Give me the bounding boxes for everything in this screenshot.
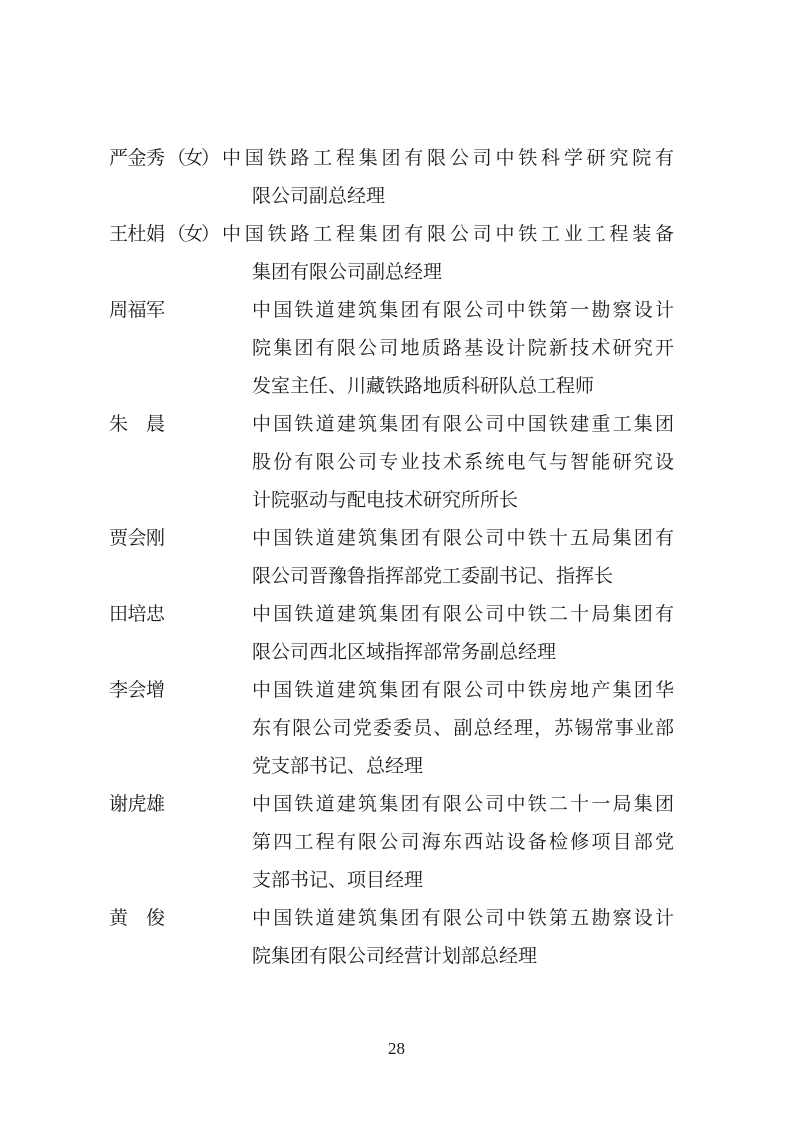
person-name: 贾会刚 <box>109 528 165 549</box>
title-line: 发室主任、川藏铁路地质科研队总工程师 <box>252 376 595 397</box>
title-line: 院集团有限公司经营计划部总经理 <box>252 946 538 967</box>
title-line: 股份有限公司专业技术系统电气与智能研究设 <box>252 452 674 473</box>
title-line: 中国铁道建筑集团有限公司中铁第五勘察设计 <box>252 908 674 929</box>
title-line: 限公司副总经理 <box>252 186 386 207</box>
title-line: 中国铁道建筑集团有限公司中铁二十局集团有 <box>252 604 674 625</box>
title-text <box>252 786 674 900</box>
person-name: 朱 晨 <box>109 414 165 435</box>
honoree-list <box>0 140 793 976</box>
list-entry <box>0 216 793 292</box>
list-entry <box>0 900 793 976</box>
title-text <box>252 900 674 976</box>
list-entry <box>0 406 793 520</box>
title-line: 限公司晋豫鲁指挥部党工委副书记、指挥长 <box>252 566 614 587</box>
title-line: 中国铁道建筑集团有限公司中铁房地产集团华 <box>252 680 674 701</box>
title-text <box>222 140 674 216</box>
title-line: 中国铁道建筑集团有限公司中国铁建重工集团 <box>252 414 674 435</box>
list-entry <box>0 596 793 672</box>
person-name: 王杜娟 <box>109 224 165 245</box>
list-entry <box>0 140 793 216</box>
page-number: 28 <box>388 1039 405 1058</box>
title-line: 东有限公司党委委员、副总经理，苏锡常事业部 <box>252 718 674 739</box>
title-line: 党支部书记、总经理 <box>252 756 424 777</box>
title-line: 限公司西北区域指挥部常务副总经理 <box>252 642 557 663</box>
person-name: 谢虎雄 <box>109 794 165 815</box>
person-name: 黄 俊 <box>109 908 165 929</box>
person-name: 严金秀 <box>109 148 165 169</box>
person-name: 李会增 <box>109 680 165 701</box>
gender-note: （女） <box>167 148 219 169</box>
gender-note: （女） <box>167 224 219 245</box>
title-line: 计院驱动与配电技术研究所所长 <box>252 490 519 511</box>
person-name: 田培忠 <box>109 604 165 625</box>
title-line: 中国铁路工程集团有限公司中铁工业工程装备 <box>222 224 674 245</box>
list-entry <box>0 292 793 406</box>
title-line: 中国铁道建筑集团有限公司中铁二十一局集团 <box>252 794 674 815</box>
title-text <box>252 672 674 786</box>
title-text <box>252 292 674 406</box>
title-line: 中国铁路工程集团有限公司中铁科学研究院有 <box>222 148 674 169</box>
title-text <box>252 596 674 672</box>
title-text <box>252 520 674 596</box>
title-text <box>222 216 674 292</box>
title-line: 第四工程有限公司海东西站设备检修项目部党 <box>252 832 674 853</box>
title-line: 中国铁道建筑集团有限公司中铁第一勘察设计 <box>252 300 674 321</box>
title-line: 中国铁道建筑集团有限公司中铁十五局集团有 <box>252 528 674 549</box>
title-line: 院集团有限公司地质路基设计院新技术研究开 <box>252 338 674 359</box>
list-entry <box>0 672 793 786</box>
title-line: 支部书记、项目经理 <box>252 870 424 891</box>
list-entry <box>0 786 793 900</box>
list-entry <box>0 520 793 596</box>
title-text <box>252 406 674 520</box>
title-line: 集团有限公司副总经理 <box>252 262 443 283</box>
person-name: 周福军 <box>109 300 165 321</box>
